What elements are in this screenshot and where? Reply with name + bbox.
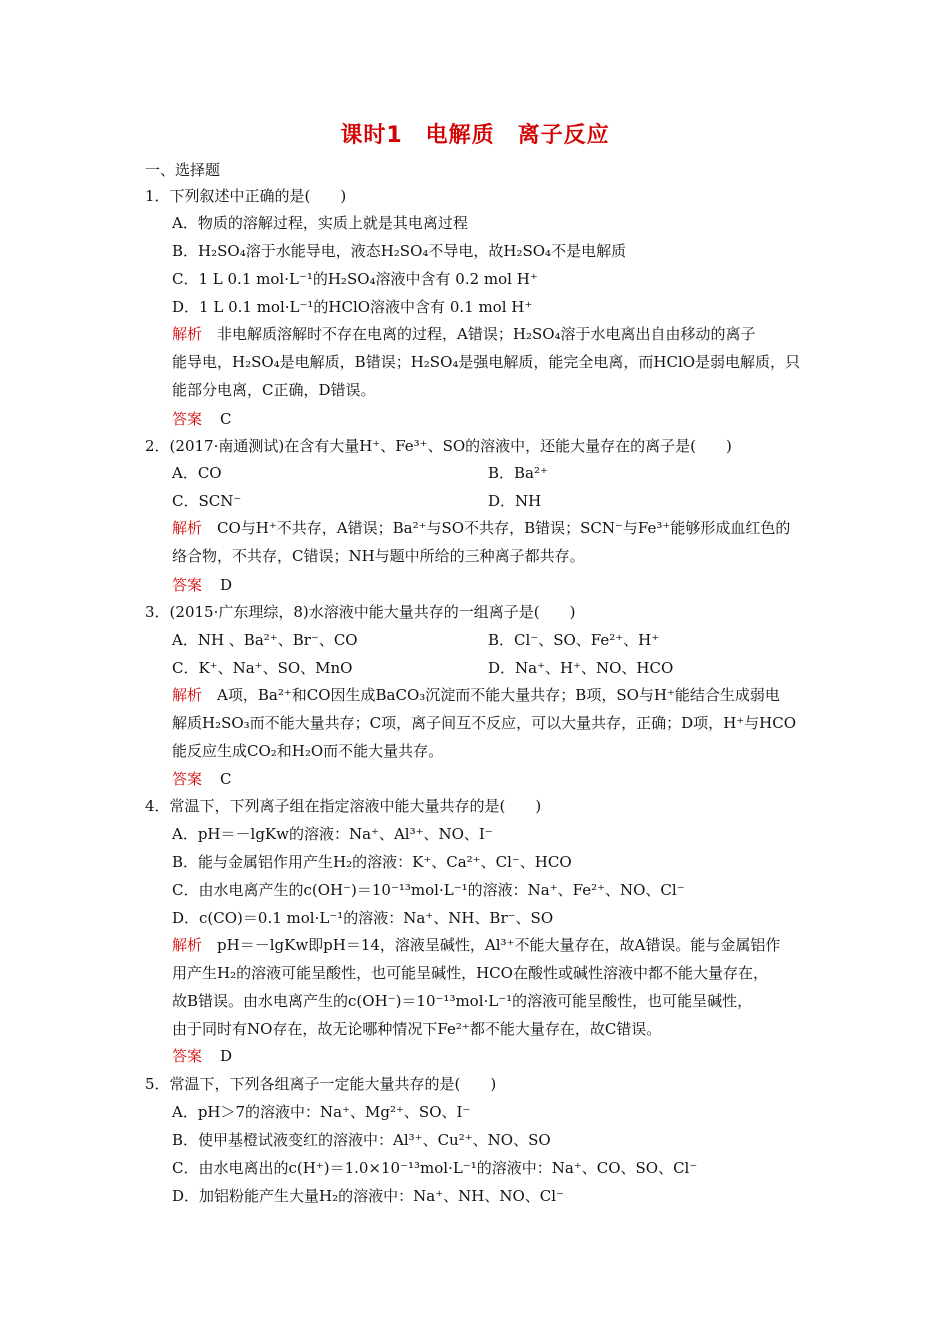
question-3-stem: 3．(2015·广东理综，8)水溶液中能大量共存的一组离子是( ): [145, 603, 576, 621]
question-1-option-b: B．H₂SO₄溶于水能导电，液态H₂SO₄不导电，故H₂SO₄不是电解质: [172, 242, 627, 260]
explanation-line: 解质H₂SO₃而不能大量共存；C项，离子间互不反应，可以大量共存，正确；D项，H⁺与HCO: [172, 714, 797, 732]
question-3-option-b: B．Cl⁻、SO、Fe²⁺、H⁺: [488, 631, 660, 649]
explanation-line: 由于同时有NO存在，故无论哪种情况下Fe²⁺都不能大量存在，故C错误。: [172, 1020, 662, 1038]
question-4-option-a: A．pH＝－lgKw的溶液：Na⁺、Al³⁺、NO、I⁻: [172, 825, 493, 843]
question-4-option-b: B．能与金属铝作用产生H₂的溶液：K⁺、Ca²⁺、Cl⁻、HCO: [172, 853, 572, 871]
section-heading: 一、选择题: [145, 161, 221, 179]
answer-value: C: [220, 770, 232, 788]
explanation-line: 非电解质溶解时不存在电离的过程，A错误；H₂SO₄溶于水电离出自由移动的离子: [217, 325, 756, 343]
explanation-line: pH＝－lgKw即pH＝14，溶液呈碱性，Al³⁺不能大量存在，故A错误。能与金属铝作: [217, 936, 781, 954]
question-2-stem: 2．(2017·南通测试)在含有大量H⁺、Fe³⁺、SO的溶液中，还能大量存在的离子是( ): [145, 437, 732, 455]
question-4-option-d: D．c(CO)＝0.1 mol·L⁻¹的溶液：Na⁺、NH、Br⁻、SO: [172, 909, 554, 927]
page-title: 课时1 电解质 离子反应: [340, 123, 610, 148]
question-4-option-c: C．由水电离产生的c(OH⁻)＝10⁻¹³mol·L⁻¹的溶液：Na⁺、Fe²⁺、NO、Cl⁻: [172, 881, 685, 899]
question-2-answer: [172, 575, 232, 595]
answer-value: C: [220, 410, 232, 428]
question-3-explanation: [172, 681, 812, 765]
question-2-option-d: D．NH: [488, 492, 542, 510]
answer-label: 答案: [172, 576, 203, 594]
explanation-line: 能导电，H₂SO₄是电解质，B错误；H₂SO₄是强电解质，能完全电离，而HClO是弱电解质，只: [172, 353, 801, 371]
explanation-line: 用产生H₂的溶液可能呈酸性，也可能呈碱性，HCO在酸性或碱性溶液中都不能大量存在，: [172, 964, 768, 982]
answer-value: D: [220, 1047, 233, 1065]
explanation-line: CO与H⁺不共存，A错误；Ba²⁺与SO不共存，B错误；SCN⁻与Fe³⁺能够形成血红色的: [217, 519, 791, 537]
explanation-line: 故B错误。由水电离产生的c(OH⁻)＝10⁻¹³mol·L⁻¹的溶液可能呈酸性，也可能呈碱性，: [172, 992, 753, 1010]
question-5-option-a: A．pH＞7的溶液中：Na⁺、Mg²⁺、SO、I⁻: [172, 1103, 471, 1121]
explanation-line: A项，Ba²⁺和CO因生成BaCO₃沉淀而不能大量共存；B项，SO与H⁺能结合生成弱电: [217, 686, 780, 704]
question-2-option-b: B．Ba²⁺: [488, 464, 548, 482]
explain-label: 解析: [172, 325, 203, 343]
question-3-option-a: A．NH 、Ba²⁺、Br⁻、CO: [172, 631, 358, 649]
question-1-answer: [172, 409, 232, 429]
question-4-explanation: [172, 931, 812, 1043]
explain-label: 解析: [172, 936, 203, 954]
question-1-explanation: [172, 320, 812, 404]
question-2-option-a: A．CO: [172, 464, 222, 482]
answer-label: 答案: [172, 1047, 203, 1065]
explanation-line: 能部分电离，C正确，D错误。: [172, 381, 376, 399]
question-1-option-c: C．1 L 0.1 mol·L⁻¹的H₂SO₄溶液中含有 0.2 mol H⁺: [172, 270, 538, 288]
question-3-answer: [172, 769, 232, 789]
question-5-stem: 5．常温下，下列各组离子一定能大量共存的是( ): [145, 1075, 497, 1093]
question-2-explanation: [172, 514, 812, 570]
question-3-option-d: D．Na⁺、H⁺、NO、HCO: [488, 659, 674, 677]
explain-label: 解析: [172, 686, 203, 704]
explanation-line: 络合物，不共存，C错误；NH与题中所给的三种离子都共存。: [172, 547, 585, 565]
answer-value: D: [220, 576, 233, 594]
question-3-option-c: C．K⁺、Na⁺、SO、MnO: [172, 659, 353, 677]
question-5-option-c: C．由水电离出的c(H⁺)＝1.0×10⁻¹³mol·L⁻¹的溶液中：Na⁺、CO、SO、Cl⁻: [172, 1159, 698, 1177]
question-4-answer: [172, 1046, 232, 1066]
explanation-line: 能反应生成CO₂和H₂O而不能大量共存。: [172, 742, 444, 760]
question-5-option-b: B．使甲基橙试液变红的溶液中：Al³⁺、Cu²⁺、NO、SO: [172, 1131, 551, 1149]
explain-label: 解析: [172, 519, 203, 537]
question-2-option-c: C．SCN⁻: [172, 492, 242, 510]
question-4-stem: 4．常温下，下列离子组在指定溶液中能大量共存的是( ): [145, 797, 542, 815]
answer-label: 答案: [172, 410, 203, 428]
answer-label: 答案: [172, 770, 203, 788]
question-5-option-d: D．加铝粉能产生大量H₂的溶液中：Na⁺、NH、NO、Cl⁻: [172, 1187, 564, 1205]
question-1-stem: 1．下列叙述中正确的是( ): [145, 187, 347, 205]
question-1-option-d: D．1 L 0.1 mol·L⁻¹的HClO溶液中含有 0.1 mol H⁺: [172, 298, 533, 316]
question-1-option-a: A．物质的溶解过程，实质上就是其电离过程: [172, 214, 468, 232]
